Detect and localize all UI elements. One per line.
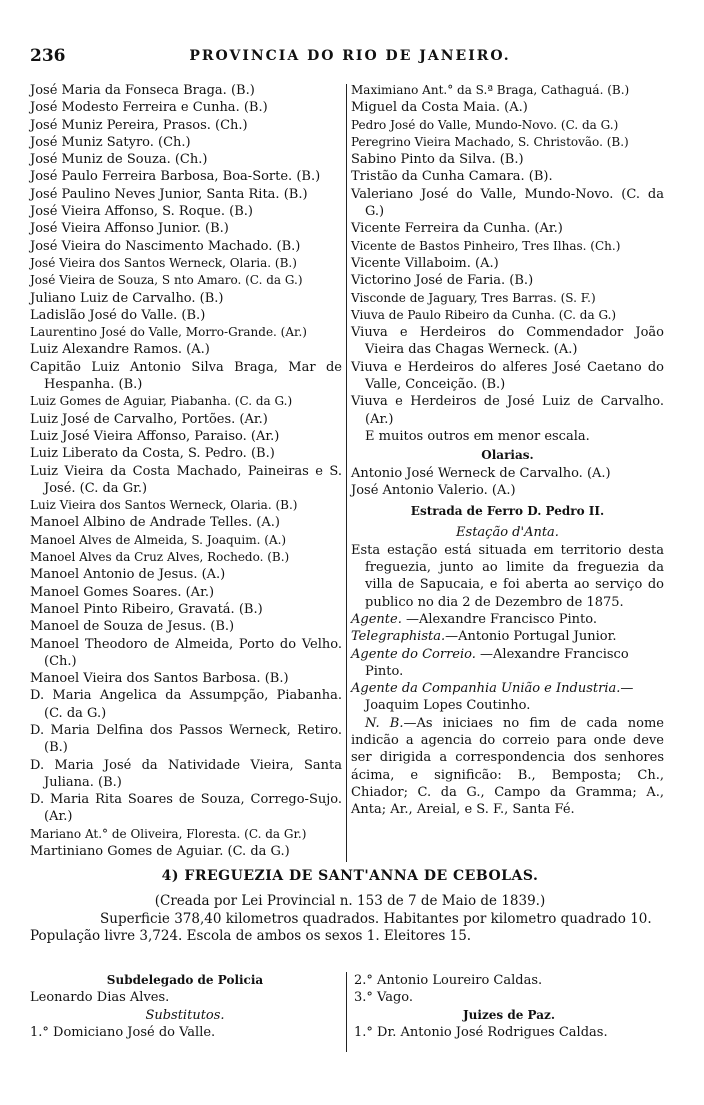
olarias-heading: Olarias. <box>481 448 534 463</box>
list-item: Vicente Villaboim. (A.) <box>351 255 499 271</box>
staff-name: —Alexandre Francisco Pinto. <box>405 611 597 627</box>
running-title: PROVINCIA DO RIO DE JANEIRO. <box>189 48 511 64</box>
list-item: José Vieira do Nascimento Machado. (B.) <box>30 238 301 254</box>
staff-name: —Alexandre Francisco Pinto. <box>365 646 629 679</box>
list-item: Capitão Luiz Antonio Silva Braga, Mar de Hespanha. (B.) <box>30 359 342 393</box>
list-item: Luiz Vieira dos Santos Werneck, Olaria. (B.) <box>30 498 298 513</box>
list-item: Manoel Alves de Almeida, S. Joaquim. (A.) <box>30 532 287 547</box>
list-item: Manoel de Souza de Jesus. (B.) <box>30 619 235 635</box>
list-item: Visconde de Jaguary, Tres Barras. (S. F.) <box>351 290 596 305</box>
list-item: José Paulino Neves Junior, Santa Rita. (B.) <box>30 186 308 202</box>
list-item: Luiz Liberato da Costa, S. Pedro. (B.) <box>30 446 275 462</box>
list-item: Vicente Ferreira da Cunha. (Ar.) <box>351 221 563 237</box>
list-item: Manoel Gomes Soares. (Ar.) <box>30 584 215 600</box>
note-text: —As iniciaes no fim de cada nome indicão a agencia do correio para onde deve ser dirigida a correspondencia dos senhores ácima, e significão: B., Bemposta; Ch., Chiador; C. da G., Campo da Gramma; A., Anta; Ar., Areial, e S. F., Santa Fé. <box>351 715 664 818</box>
list-item: Miguel da Costa Maia. (A.) <box>351 100 528 116</box>
list-item: Viuva e Herdeiros de José Luiz de Carvalho. (Ar.) <box>351 394 664 427</box>
list-item: 3.° Vago. <box>354 990 414 1006</box>
list-item: José Muniz Pereira, Prasos. (Ch.) <box>30 117 248 133</box>
list-item: Manoel Pinto Ribeiro, Gravatá. (B.) <box>30 601 263 617</box>
list-item: D. Maria Delfina dos Passos Werneck, Retiro. (B.) <box>30 722 342 756</box>
column-divider <box>346 84 347 862</box>
staff-role: Agente do Correio. <box>351 646 476 662</box>
list-item: Maximiano Ant.° da S.ª Braga, Cathaguá. (B.) <box>351 83 630 97</box>
staff-role: Agente. <box>351 611 402 627</box>
station-heading: Estação d'Anta. <box>456 525 559 541</box>
list-item: Victorino José de Faria. (B.) <box>351 273 534 289</box>
note-label: N. B. <box>365 715 404 731</box>
list-item: José Muniz de Souza. (Ch.) <box>30 152 208 168</box>
list-item: 1.° Domiciano José do Valle. <box>30 1024 216 1040</box>
list-item: Antonio José Werneck de Carvalho. (A.) <box>351 465 611 481</box>
left-column <box>30 82 342 860</box>
list-item: José Vieira dos Santos Werneck, Olaria. (B.) <box>30 255 297 270</box>
list-item: Luiz Alexandre Ramos. (A.) <box>30 342 210 358</box>
list-item: José Muniz Satyro. (Ch.) <box>30 134 191 150</box>
subdelegado-block <box>30 972 340 1041</box>
station-description: Esta estação está situada em territorio desta freguezia, junto ao limite da freguezia da villa de Sapucaia, e foi aberta ao serviço do publico no dia 2 de Dezembro de 1875. <box>351 542 664 610</box>
list-item: E muitos outros em menor escala. <box>365 428 590 444</box>
list-item: José Vieira Affonso, S. Roque. (B.) <box>30 204 253 220</box>
list-item: José Vieira de Souza, S nto Amaro. (C. da G.) <box>30 273 303 288</box>
staff-name: —Joaquim Lopes Coutinho. <box>365 681 634 714</box>
juizes-heading: Juizes de Paz. <box>462 1007 555 1022</box>
list-item: Tristão da Cunha Camara. (B). <box>351 169 553 185</box>
railway-heading: Estrada de Ferro D. Pedro II. <box>410 504 605 519</box>
list-item: Sabino Pinto da Silva. (B.) <box>351 152 524 168</box>
list-item: Manoel Vieira dos Santos Barbosa. (B.) <box>30 671 289 687</box>
list-item: Viuva e Herdeiros do alferes José Caetano do Valle, Conceição. (B.) <box>351 359 664 393</box>
list-item: Luiz José Vieira Affonso, Paraiso. (Ar.) <box>30 428 280 444</box>
list-item: 2.° Antonio Loureiro Caldas. <box>354 973 543 988</box>
list-item: Pedro José do Valle, Mundo-Novo. (C. da G.) <box>351 117 619 132</box>
staff-telegraphist <box>351 628 664 645</box>
list-item: 1.° Dr. Antonio José Rodrigues Caldas. <box>354 1024 608 1040</box>
list-item: Manoel Albino de Andrade Telles. (A.) <box>30 515 280 531</box>
parish-section <box>30 868 670 945</box>
list-item: Juliano Luiz de Carvalho. (B.) <box>30 290 224 306</box>
staff-role: Agente da Companhia União e Industria. <box>351 681 621 697</box>
list-item: Laurentino José do Valle, Morro-Grande. (Ar.) <box>30 325 307 340</box>
staff-name: —Antonio Portugal Junior. <box>445 629 617 645</box>
list-item: José Maria da Fonseca Braga. (B.) <box>30 83 255 98</box>
staff-agent <box>351 611 664 628</box>
staff-company-agent <box>351 680 664 715</box>
list-item: D. Maria José da Natividade Vieira, Santa Juliana. (B.) <box>30 757 342 790</box>
stats-line: Superficie 378,40 kilometros quadrados. Habitantes por kilometro quadrado 10. <box>100 910 652 927</box>
page-number: 236 <box>30 46 66 66</box>
staff-role: Telegraphista. <box>351 629 446 645</box>
list-item: Luiz Gomes de Aguiar, Piabanha. (C. da G.) <box>30 394 293 409</box>
subdelegado-heading: Subdelegado de Policia <box>106 973 264 987</box>
list-item: Manoel Theodoro de Almeida, Porto do Velho. (Ch.) <box>30 636 342 669</box>
list-item: Martiniano Gomes de Aguiar. (C. da G.) <box>30 844 290 860</box>
list-item: Mariano At.° de Oliveira, Floresta. (C. da Gr.) <box>30 826 307 841</box>
list-item: José Modesto Ferreira e Cunha. (B.) <box>30 100 268 116</box>
list-item: D. Maria Rita Soares de Souza, Corrego-Sujo. (Ar.) <box>30 792 342 825</box>
list-item: Luiz Vieira da Costa Machado, Paineiras e S. José. (C. da Gr.) <box>30 463 342 496</box>
page-header <box>30 46 670 68</box>
list-item: Vicente de Bastos Pinheiro, Tres Ilhas. (Ch.) <box>351 238 621 253</box>
right-officials-block <box>354 972 664 1041</box>
section-heading: 4) FREGUEZIA DE SANT'ANNA DE CEBOLAS. <box>161 868 539 884</box>
list-item: Peregrino Vieira Machado, S. Christovão. (B.) <box>351 134 629 149</box>
stats-line: População livre 3,724. Escola de ambos os sexos 1. Eleitores 15. <box>30 927 472 944</box>
list-item: José Antonio Valerio. (A.) <box>351 482 516 498</box>
list-item: Manoel Alves da Cruz Alves, Rochedo. (B.) <box>30 550 290 565</box>
creation-law: (Creada por Lei Provincial n. 153 de 7 de Maio de 1839.) <box>154 893 546 910</box>
staff-post-agent <box>351 646 664 681</box>
subdelegado-name: Leonardo Dias Alves. <box>30 990 170 1006</box>
list-item: Viuva e Herdeiros do Commendador João Vieira das Chagas Werneck. (A.) <box>351 325 664 358</box>
list-item: Viuva de Paulo Ribeiro da Cunha. (C. da G.) <box>351 307 617 322</box>
list-item: Valeriano José do Valle, Mundo-Novo. (C. da G.) <box>351 186 664 220</box>
substitutes-heading: Substitutos. <box>145 1007 225 1023</box>
list-item: Luiz José de Carvalho, Portões. (Ar.) <box>30 411 268 427</box>
column-divider <box>346 972 347 1052</box>
post-note <box>351 715 664 819</box>
list-item: José Paulo Ferreira Barbosa, Boa-Sorte. (B.) <box>30 169 321 185</box>
list-item: José Vieira Affonso Junior. (B.) <box>30 221 229 237</box>
right-column <box>351 82 664 818</box>
list-item: Manoel Antonio de Jesus. (A.) <box>30 567 226 583</box>
list-item: D. Maria Angelica da Assumpção, Piabanha. (C. da G.) <box>30 688 342 721</box>
list-item: Ladislão José do Valle. (B.) <box>30 307 206 323</box>
